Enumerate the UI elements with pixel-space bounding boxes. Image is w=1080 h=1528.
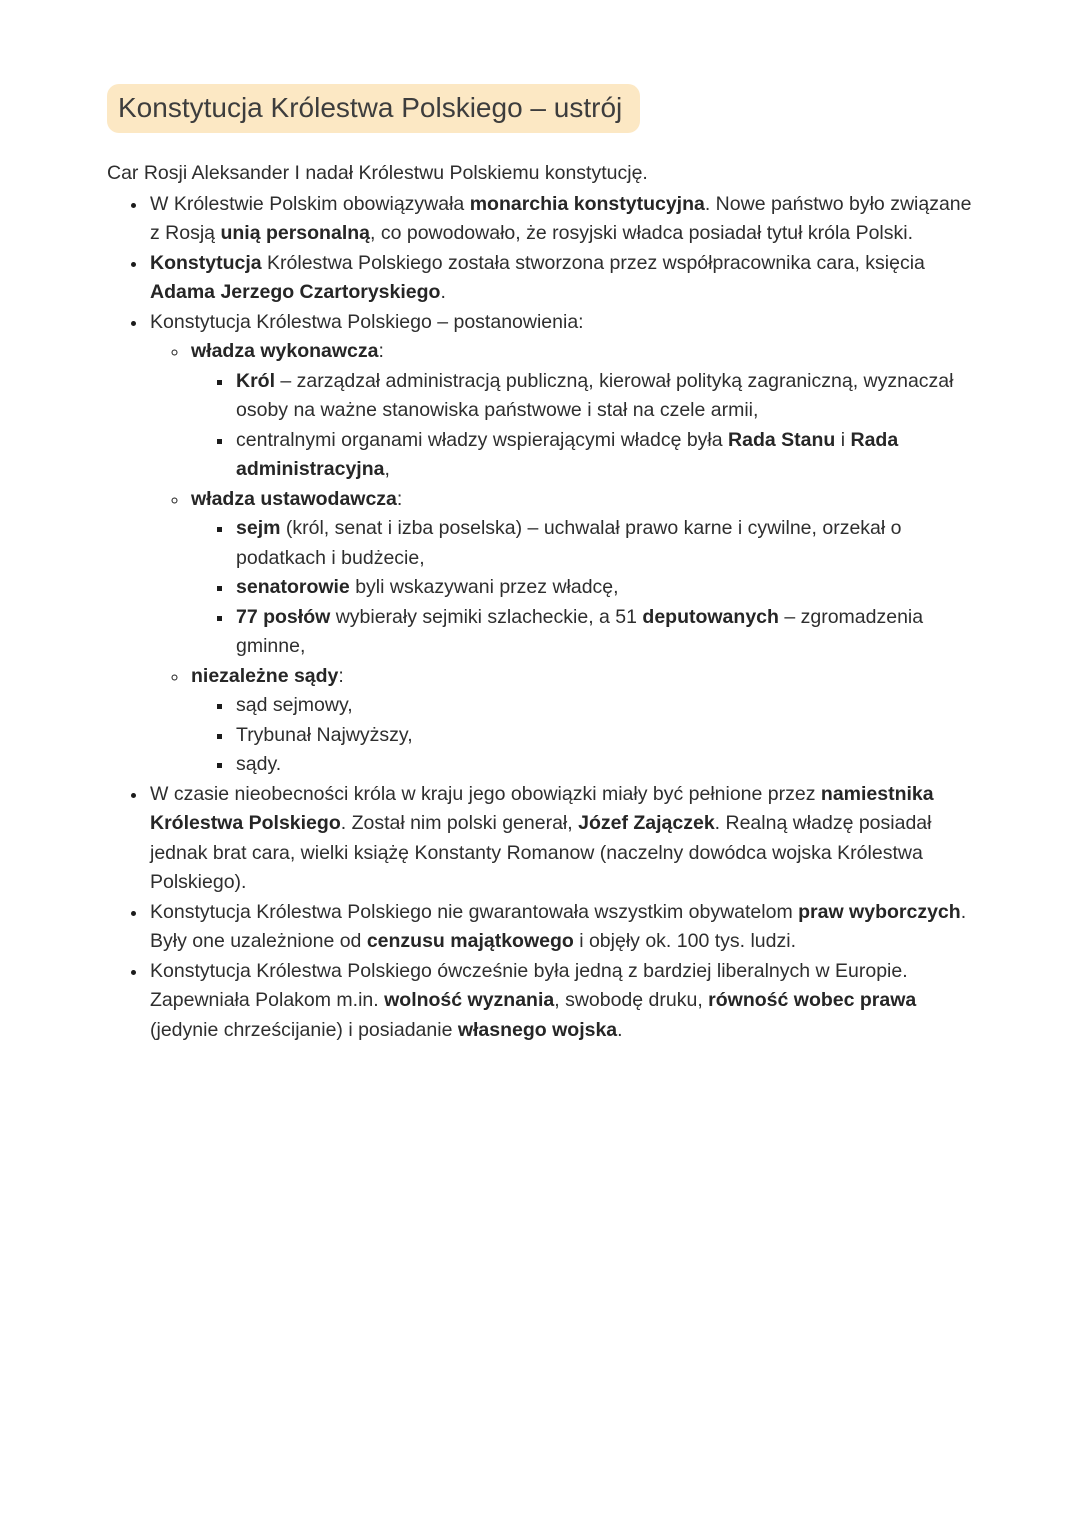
- plain-text: sądy.: [236, 753, 282, 775]
- page-title-row: [107, 84, 976, 133]
- list-item: [234, 367, 976, 426]
- bold-text: monarchia konstytucyjna: [469, 192, 705, 215]
- plain-text: . Nowe państwo było związane z Rosją: [150, 192, 972, 244]
- plain-text: – zgromadzenia gminne,: [236, 605, 924, 657]
- plain-text: Konstytucja Królestwa Polskiego – postanowienia:: [150, 310, 584, 333]
- bold-text: cenzusu majątkowego: [366, 930, 574, 952]
- bullet-list-level-3: [191, 514, 976, 662]
- list-item: [148, 308, 976, 780]
- bold-text: władza wykonawcza: [191, 340, 379, 362]
- plain-text: W Królestwie Polskim obowiązywała: [150, 192, 470, 215]
- plain-text: :: [396, 487, 403, 510]
- bold-text: wolność wyznania: [384, 989, 555, 1011]
- plain-text: :: [338, 664, 344, 687]
- list-item: [234, 603, 976, 662]
- bold-text: sejm: [236, 517, 281, 539]
- bold-text: własnego wojska: [457, 1018, 618, 1041]
- plain-text: :: [378, 340, 384, 362]
- list-item: [189, 485, 976, 662]
- plain-text: Konstytucja Królestwa Polskiego ówcześnie była jedną z bardziej liberalnych w Europie. Zapewniała Polakom m.in.: [150, 959, 908, 1011]
- list-item: [148, 780, 976, 898]
- list-item: [234, 691, 976, 721]
- plain-text: , swobodę druku,: [554, 989, 709, 1011]
- plain-text: i: [835, 428, 851, 451]
- bullet-list-level-3: [191, 367, 976, 485]
- bold-text: namiestnika Królestwa Polskiego: [150, 782, 934, 834]
- list-item: [189, 662, 976, 780]
- bold-text: Józef Zajączek: [578, 812, 715, 834]
- list-item: [148, 190, 976, 249]
- list-item: [234, 721, 976, 751]
- intro-paragraph: Car Rosji Aleksander I nadał Królestwu Polskiemu konstytucję.: [107, 162, 648, 184]
- plain-text: (jedynie chrześcijanie) i posiadanie: [150, 1018, 458, 1041]
- bold-text: Rada administracyjna: [236, 428, 899, 480]
- plain-text: (król, senat i izba poselska) – uchwalał prawo karne i cywilne, orzekał o podatkach i budżecie,: [236, 517, 902, 569]
- list-item: [234, 514, 976, 573]
- list-item: [234, 426, 976, 485]
- list-item: [148, 898, 976, 957]
- plain-text: – zarządzał administracją publiczną, kierował polityką zagraniczną, wyznaczał osoby na ważne stanowiska państwowe i stał na czele armii,: [236, 369, 954, 421]
- bold-text: Król: [236, 369, 275, 392]
- plain-text: . Realną władzę posiadał jednak brat cara, wielki książę Konstanty Romanow (naczelny dowódca wojska Królestwa Polskiego).: [150, 812, 932, 893]
- list-item: [148, 249, 976, 308]
- bullet-list-level-2: [150, 337, 976, 780]
- bold-text: senatorowie: [236, 576, 350, 598]
- page-title: Konstytucja Królestwa Polskiego – ustrój: [107, 84, 640, 133]
- list-item: [234, 573, 976, 603]
- bullet-list-level-3: [191, 691, 976, 780]
- list-item: [189, 337, 976, 485]
- bold-text: Adama Jerzego Czartoryskiego: [150, 281, 441, 303]
- bullet-list-level-1: [107, 190, 976, 1046]
- bold-text: równość wobec prawa: [708, 989, 917, 1011]
- plain-text: centralnymi organami władzy wspierającymi władcę była: [236, 428, 729, 451]
- plain-text: i objęły ok. 100 tys. ludzi.: [573, 930, 796, 952]
- plain-text: .: [440, 281, 446, 303]
- bold-text: Konstytucja: [150, 251, 262, 274]
- plain-text: wybierały sejmiki szlacheckie, a 51: [330, 605, 643, 628]
- list-item: [234, 750, 976, 780]
- plain-text: . Były one uzależnione od: [150, 900, 967, 952]
- bold-text: deputowanych: [642, 605, 779, 628]
- bold-text: unią personalną: [220, 222, 370, 244]
- plain-text: ,: [384, 458, 390, 480]
- bold-text: Rada Stanu: [728, 428, 836, 451]
- list-item: [148, 957, 976, 1046]
- bold-text: niezależne sądy: [191, 664, 339, 687]
- plain-text: , co powodowało, że rosyjski władca posiadał tytuł króla Polski.: [370, 222, 914, 244]
- plain-text: Królestwa Polskiego została stworzona przez współpracownika cara, księcia: [261, 251, 925, 274]
- bold-text: praw wyborczych: [798, 900, 961, 923]
- plain-text: W czasie nieobecności króla w kraju jego obowiązki miały być pełnione przez: [150, 782, 821, 805]
- plain-text: Konstytucja Królestwa Polskiego nie gwarantowała wszystkim obywatelom: [150, 900, 799, 923]
- plain-text: Trybunał Najwyższy,: [236, 723, 413, 746]
- plain-text: . Został nim polski generał,: [340, 812, 579, 834]
- plain-text: byli wskazywani przez władcę,: [349, 576, 619, 598]
- content-list: [107, 190, 976, 1046]
- plain-text: .: [617, 1018, 623, 1041]
- bold-text: 77 posłów: [236, 605, 331, 628]
- plain-text: sąd sejmowy,: [236, 694, 353, 716]
- bold-text: władza ustawodawcza: [191, 487, 397, 510]
